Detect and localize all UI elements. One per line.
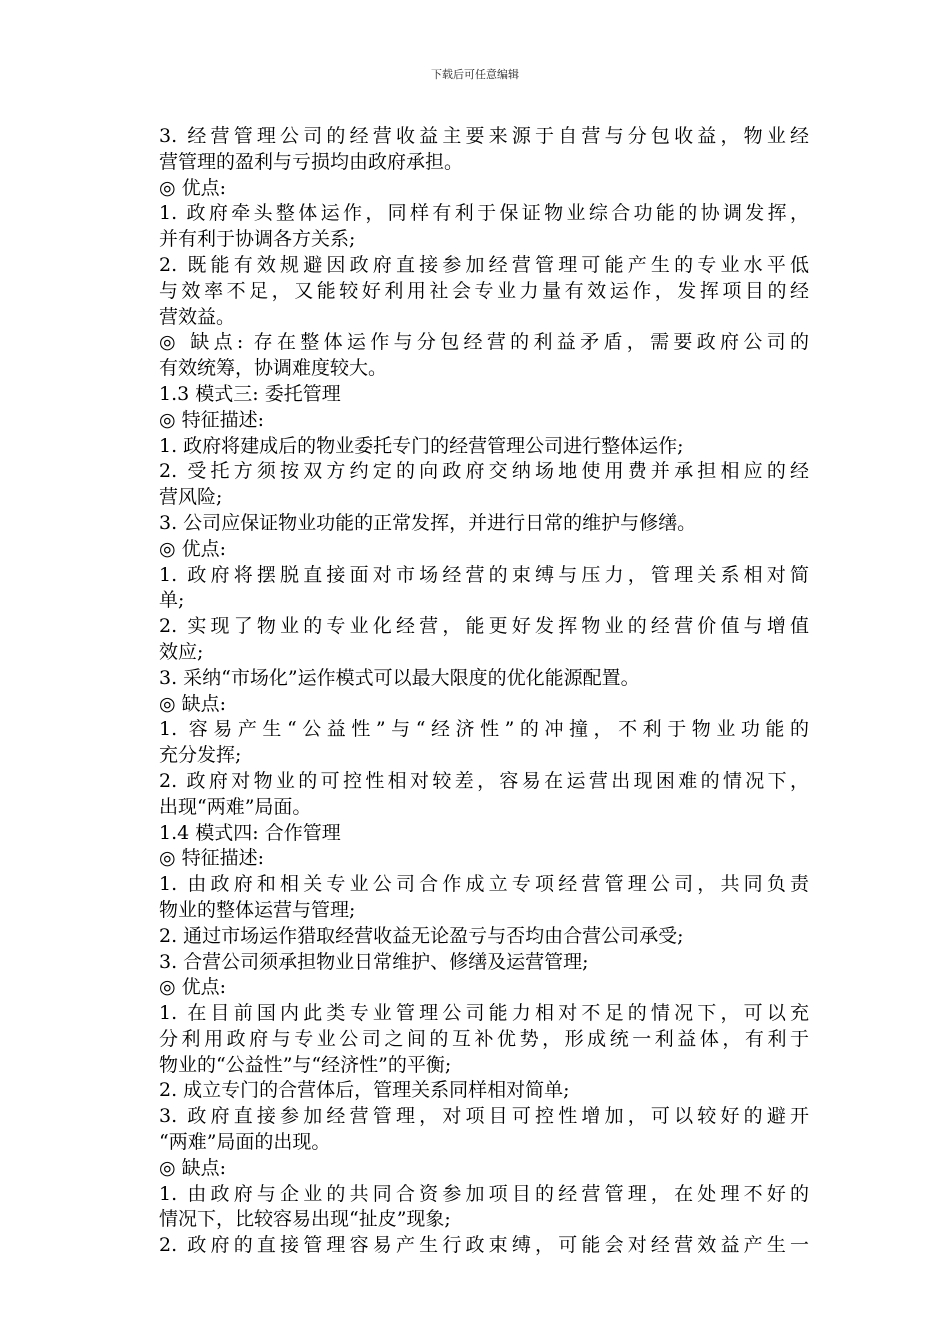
text-line: 物业的整体运营与管理; [159, 898, 356, 921]
text-line: 3. 采纳“市场化”运作模式可以最大限度的优化能源配置。 [159, 666, 640, 689]
text-line: 营风险; [159, 486, 223, 509]
text-line: ◎ 缺点: [159, 692, 227, 715]
text-line: 分利用政府与专业公司之间的互补优势，形成统一利益体，有利于 [159, 1027, 809, 1050]
text-line: ◎ 缺点: 存在整体运作与分包经营的利益矛盾，需要政府公司的 [159, 331, 809, 354]
text-line: 效应; [159, 640, 204, 663]
text-line: 1. 在目前国内此类专业管理公司能力相对不足的情况下，可以充 [159, 1002, 809, 1025]
text-line: 1. 政府将摆脱直接面对市场经营的束缚与压力，管理关系相对简 [159, 563, 809, 586]
text-line: 1. 由政府与企业的共同合资参加项目的经营管理，在处理不好的 [159, 1182, 809, 1205]
text-line: 2. 既能有效规避因政府直接参加经营管理可能产生的专业水平低 [159, 253, 809, 276]
text-line: 2. 通过市场运作猎取经营收益无论盈亏与否均由合营公司承受; [159, 924, 684, 947]
text-line: 并有利于协调各方关系; [159, 228, 356, 251]
text-line: 1.4 模式四: 合作管理 [159, 821, 341, 844]
text-line: ◎ 优点: [159, 976, 227, 999]
text-line: ◎ 优点: [159, 176, 227, 199]
text-line: 充分发挥; [159, 744, 242, 767]
text-line: 有效统筹，协调难度较大。 [159, 357, 388, 380]
text-line: 出现“两难”局面。 [159, 795, 312, 818]
text-line: 3. 公司应保证物业功能的正常发挥，并进行日常的维护与修缮。 [159, 511, 697, 534]
text-line: 2. 受托方须按双方约定的向政府交纳场地使用费并承担相应的经 [159, 460, 809, 483]
text-line: 情况下，比较容易出现“扯皮”现象; [159, 1208, 451, 1231]
text-line: 3. 合营公司须承担物业日常维护、修缮及运营管理; [159, 950, 589, 973]
text-line: 2. 成立专门的合营体后，管理关系同样相对简单; [159, 1079, 570, 1102]
text-line: 1. 政府将建成后的物业委托专门的经营管理公司进行整体运作; [159, 434, 684, 457]
text-line: 单; [159, 589, 185, 612]
text-line: 2. 政府对物业的可控性相对较差，容易在运营出现困难的情况下， [159, 769, 809, 792]
text-line: 1. 政府牵头整体运作，同样有利于保证物业综合功能的协调发挥， [159, 202, 809, 225]
text-line: 与效率不足，又能较好利用社会专业力量有效运作，发挥项目的经 [159, 279, 809, 302]
text-line: ◎ 缺点: [159, 1156, 227, 1179]
document-body [159, 124, 809, 1259]
text-line: 1.3 模式三: 委托管理 [159, 382, 341, 405]
text-line: 营管理的盈利与亏损均由政府承担。 [159, 150, 464, 173]
text-line: “两难”局面的出现。 [159, 1131, 331, 1154]
text-line: 3. 经营管理公司的经营收益主要来源于自营与分包收益，物业经 [159, 125, 809, 147]
text-line: ◎ 特征描述: [159, 408, 265, 431]
text-line: 2. 政府的直接管理容易产生行政束缚，可能会对经营效益产生一 [159, 1234, 809, 1257]
text-line: 1. 容易产生“公益性”与“经济性”的冲撞，不利于物业功能的 [159, 718, 809, 741]
text-line: 1. 由政府和相关专业公司合作成立专项经营管理公司，共同负责 [159, 873, 809, 896]
text-line: ◎ 特征描述: [159, 847, 265, 870]
page-header-note: 下载后可任意编辑 [431, 68, 519, 81]
text-line: ◎ 优点: [159, 537, 227, 560]
text-line: 物业的“公益性”与“经济性”的平衡; [159, 1053, 452, 1076]
text-line: 营效益。 [159, 305, 236, 328]
text-line: 2. 实现了物业的专业化经营，能更好发挥物业的经营价值与增值 [159, 615, 809, 638]
text-line: 3. 政府直接参加经营管理，对项目可控性增加，可以较好的避开 [159, 1105, 809, 1128]
